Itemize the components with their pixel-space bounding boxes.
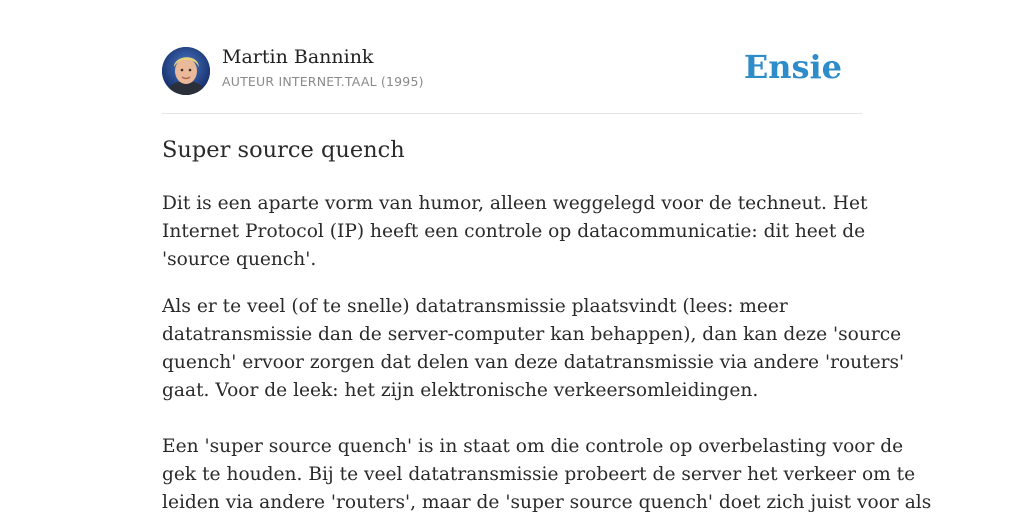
paragraph-line: Een 'super source quench' is in staat om die controle op overbelasting voor de (162, 436, 904, 457)
article-body (162, 190, 932, 512)
author-avatar[interactable] (162, 47, 210, 95)
paragraph-line: datatransmissie dan de server-computer kan behappen), dan kan deze 'source (162, 324, 902, 345)
paragraph-line: leiden via andere 'routers', maar de 'super source quench' doet zich juist voor als (162, 492, 932, 512)
paragraph-line: gaat. Voor de leek: het zijn elektronische verkeersomleidingen. (162, 380, 759, 401)
avatar-portrait-icon (162, 47, 210, 95)
paragraph-line: gek te houden. Bij te veel datatransmissie probeert de server het verkeer om te (162, 464, 916, 485)
header-divider (162, 113, 862, 114)
paragraph-1 (162, 190, 868, 274)
author-name[interactable]: Martin Bannink (222, 46, 374, 68)
paragraph-3 (162, 433, 932, 512)
article-title: Super source quench (162, 137, 405, 163)
brand-logo[interactable]: Ensie (743, 48, 842, 86)
paragraph-line: quench' ervoor zorgen dat delen van deze datatransmissie via andere 'routers' (162, 352, 905, 373)
author-header (162, 46, 862, 96)
paragraph-line: Dit is een aparte vorm van humor, alleen weggelegd voor de techneut. Het (162, 193, 868, 214)
author-role: AUTEUR INTERNET.TAAL (1995) (222, 74, 424, 89)
paragraph-line: Internet Protocol (IP) heeft een controle op datacommunicatie: dit heet de (162, 221, 866, 242)
paragraph-line: 'source quench'. (162, 249, 317, 270)
paragraph-line: Als er te veel (of te snelle) datatransmissie plaatsvindt (lees: meer (162, 296, 788, 317)
paragraph-2 (162, 293, 905, 405)
